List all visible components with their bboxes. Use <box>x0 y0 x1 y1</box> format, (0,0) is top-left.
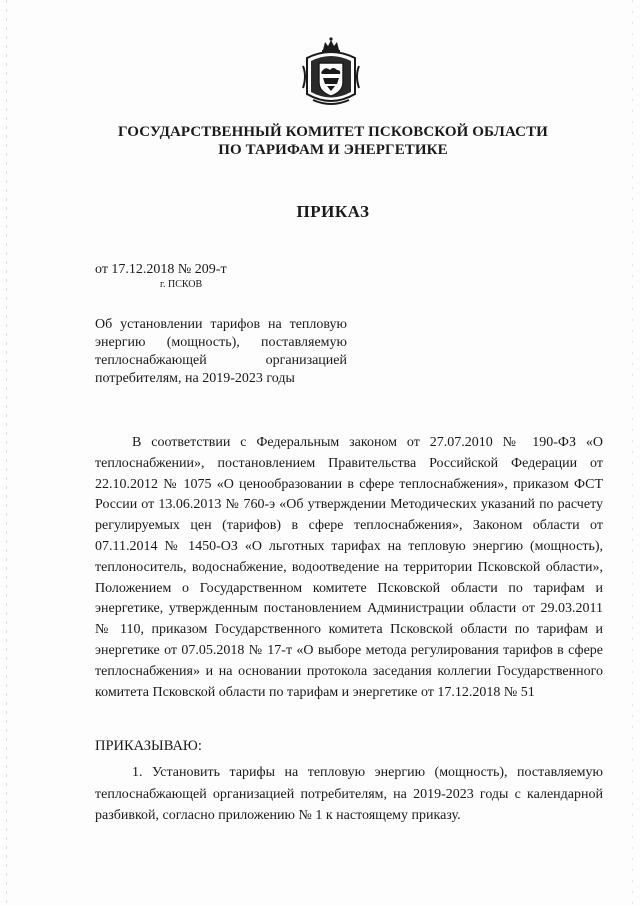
organization-title <box>100 123 566 159</box>
order-item-1-section <box>95 762 603 827</box>
order-directive: ПРИКАЗЫВАЮ: <box>95 738 202 754</box>
organization-title-line-2: ПО ТАРИФАМ И ЭНЕРГЕТИКЕ <box>218 142 448 158</box>
order-item-1: 1. Установить тарифы на тепловую энергию (мощность), поставляемую теплоснабжающей организацией потребителям, на 2019-2023 годы с календарной разбивкой, согласно приложению № 1 к настоящему приказу. <box>95 765 603 823</box>
preamble-paragraph: В соответствии с Федеральным законом от 27.07.2010 № 190-ФЗ «О теплоснабжении», постановлением Правительства Российской Федерации от 22.10.2012 № 1075 «О ценообразовании в сфере теплоснабжения», приказом ФСТ России от 13.06.2013 № 760-э «Об утверждении Методических указаний по расчету регулируемых цен (тарифов) в сфере теплоснабжения», Законом области от 07.11.2014 № 1450-ОЗ «О льготных тарифах на тепловую энергию (мощность), теплоноситель, водоснабжение, водоотведение на территории Псковской области», Положением о Государственном комитете Псковской области по тарифам и энергетике, утвержденным постановлением Администрации области от 29.03.2011 № 110, приказом Государственного комитета Псковской области по тарифам и энергетике от 07.05.2018 № 17-т «О выборе метода регулирования тарифов в сфере теплоснабжения» и на основании протокола заседания коллегии Государственного комитета Псковской области по тарифам и энергетике от 17.12.2018 № 51 <box>95 435 603 700</box>
document-type-heading: ПРИКАЗ <box>296 202 370 221</box>
coat-of-arms-icon <box>299 36 363 108</box>
scan-edge-left <box>6 0 7 905</box>
document-subject: Об установлении тарифов на тепловую энергию (мощность), поставляемую теплоснабжающей организацией потребителям, на 2019-2023 годы <box>95 317 347 386</box>
document-date-number: от 17.12.2018 № 209-т <box>95 262 227 277</box>
preamble-section <box>95 433 603 703</box>
organization-title-line-1: ГОСУДАРСТВЕННЫЙ КОМИТЕТ ПСКОВСКОЙ ОБЛАСТИ <box>118 124 548 140</box>
document-city: г. ПСКОВ <box>160 279 203 290</box>
scan-edge-right <box>632 0 633 905</box>
